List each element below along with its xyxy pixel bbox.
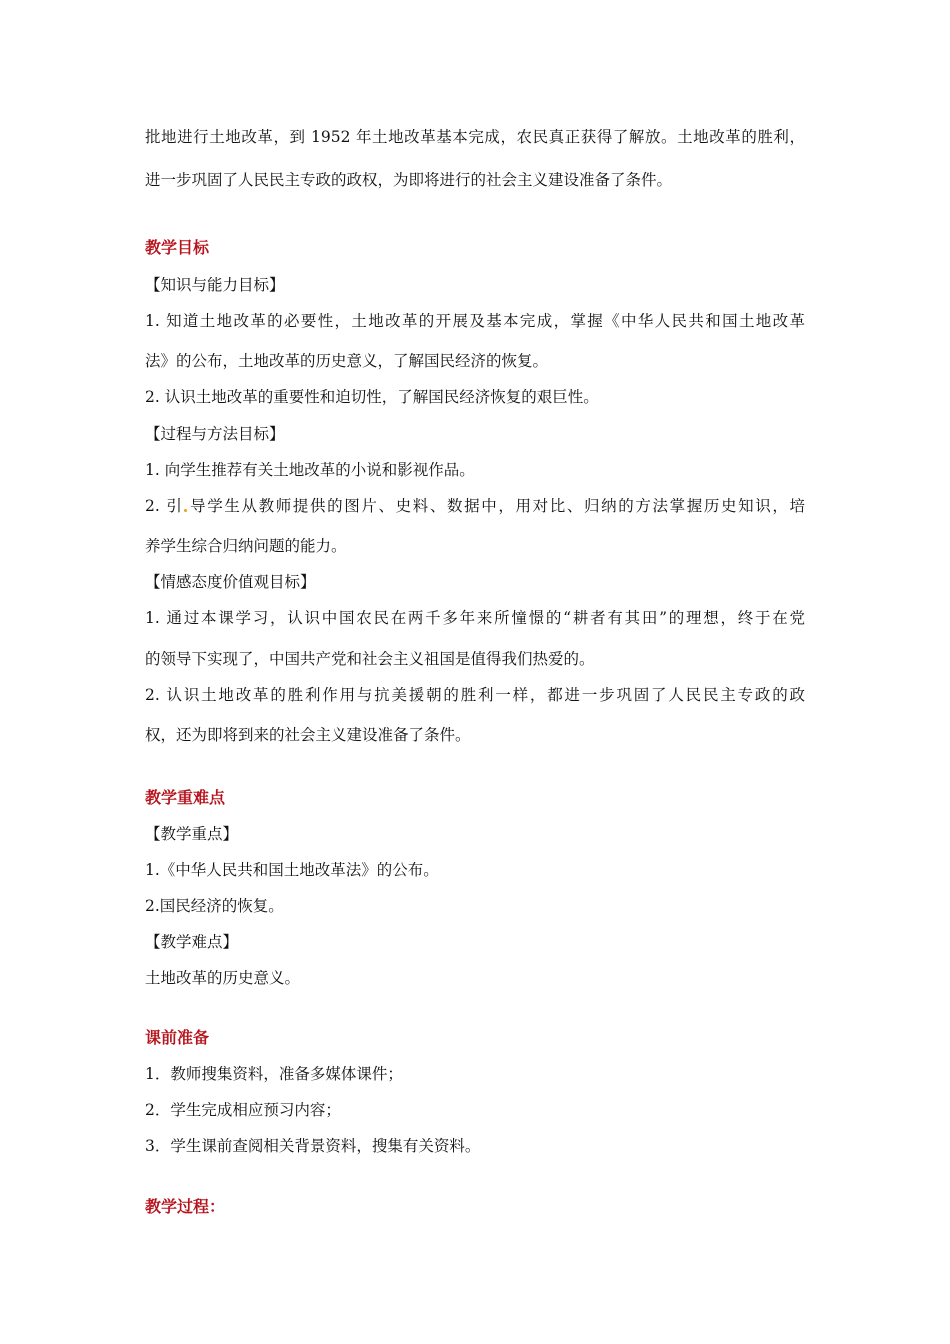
preparation-item-2: 2．学生完成相应预习内容；: [145, 1101, 341, 1119]
knowledge-item-2: 2. 认识土地改革的重要性和迫切性，了解国民经济恢复的艰巨性。: [145, 388, 599, 406]
process-item-2b: 养学生综合归纳问题的能力。: [145, 537, 347, 555]
teaching-process-heading: 教学过程：: [145, 1197, 226, 1216]
knowledge-label: 【知识与能力目标】: [145, 276, 285, 294]
preparation-item-1: 1．教师搜集资料，准备多媒体课件；: [145, 1065, 403, 1083]
preparation-heading: 课前准备: [145, 1028, 210, 1047]
emotion-item-1b: 的领导下实现了，中国共产党和社会主义祖国是值得我们热爱的。: [145, 650, 595, 668]
intro-line-1: 批地进行土地改革，到 1952 年土地改革基本完成，农民真正获得了解放。土地改革的胜利，: [145, 128, 805, 146]
knowledge-item-1a: 1. 知道土地改革的必要性，土地改革的开展及基本完成，掌握《中华人民共和国土地改革: [145, 312, 805, 330]
focus-item-2: 2.国民经济的恢复。: [145, 897, 284, 915]
difficulty-label: 【教学难点】: [145, 933, 239, 951]
key-points-heading: 教学重难点: [145, 788, 226, 807]
process-item-2a: [145, 496, 805, 516]
focus-label: 【教学重点】: [145, 825, 239, 843]
process-item-1: 1. 向学生推荐有关土地改革的小说和影视作品。: [145, 461, 475, 479]
objectives-heading: 教学目标: [145, 238, 210, 257]
process-item-2a-start: 2. 引: [145, 497, 184, 515]
focus-item-1: 1.《中华人民共和国土地改革法》的公布。: [145, 861, 439, 879]
difficulty-item-1: 土地改革的历史意义。: [145, 969, 301, 987]
emotion-item-2a: 2. 认识土地改革的胜利作用与抗美援朝的胜利一样，都进一步巩固了人民民主专政的政: [145, 686, 805, 704]
knowledge-item-1b: 法》的公布，土地改革的历史意义，了解国民经济的恢复。: [145, 352, 549, 370]
intro-line-2: 进一步巩固了人民民主专政的政权，为即将进行的社会主义建设准备了条件。: [145, 171, 673, 189]
process-label: 【过程与方法目标】: [145, 425, 285, 443]
emotion-label: 【情感态度价值观目标】: [145, 573, 316, 591]
process-item-2a-rest: 导学生从教师提供的图片、史料、数据中，用对比、归纳的方法掌握历史知识，培: [188, 497, 805, 515]
preparation-item-3: 3．学生课前查阅相关背景资料，搜集有关资料。: [145, 1137, 481, 1155]
emotion-item-1a: 1. 通过本课学习，认识中国农民在两千多年来所憧憬的“耕者有其田”的理想，终于在党: [145, 609, 805, 627]
emotion-item-2b: 权，还为即将到来的社会主义建设准备了条件。: [145, 726, 471, 744]
